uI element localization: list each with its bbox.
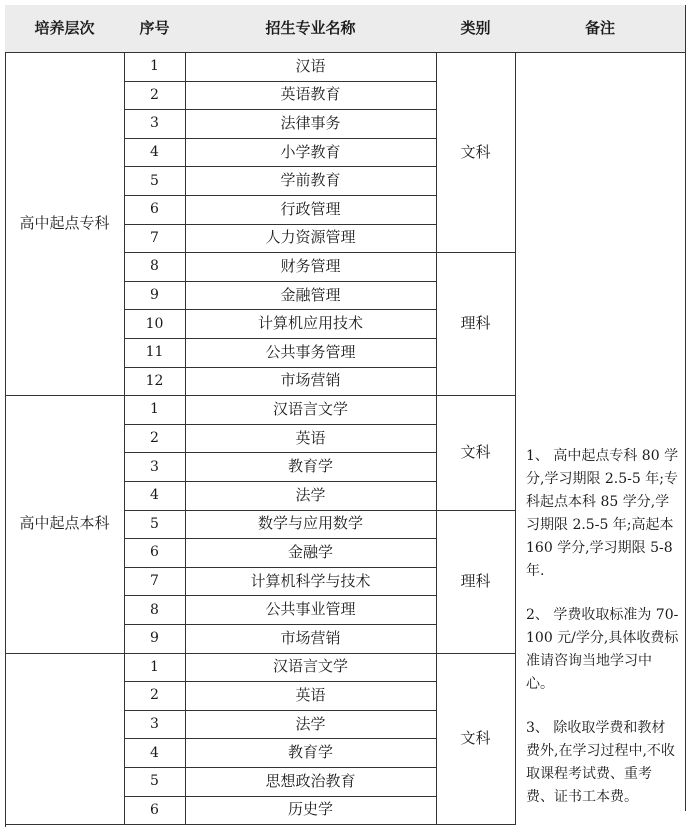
row-number: 3	[124, 710, 186, 740]
remarks-text	[526, 445, 679, 809]
remarks-cell	[515, 52, 686, 811]
category-cell: 文科	[436, 395, 516, 510]
row-number: 1	[124, 653, 186, 683]
major-name: 数学与应用数学	[185, 510, 437, 540]
major-name: 计算机应用技术	[185, 309, 437, 339]
header-category: 类别	[436, 5, 516, 53]
major-name: 汉语	[185, 52, 437, 82]
row-number: 4	[124, 481, 186, 511]
row-number: 12	[124, 367, 186, 397]
row-number: 7	[124, 224, 186, 254]
major-name: 法学	[185, 481, 437, 511]
major-name: 法律事务	[185, 109, 437, 139]
row-number: 2	[124, 81, 186, 111]
category-cell: 文科	[436, 653, 516, 826]
major-name: 教育学	[185, 738, 437, 768]
category-cell: 理科	[436, 510, 516, 654]
row-number: 2	[124, 424, 186, 454]
row-number: 3	[124, 452, 186, 482]
row-number: 1	[124, 52, 186, 82]
major-name: 英语	[185, 681, 437, 711]
row-number: 7	[124, 567, 186, 597]
level-cell	[5, 653, 125, 826]
row-number: 1	[124, 395, 186, 425]
row-number: 8	[124, 595, 186, 625]
row-number: 4	[124, 738, 186, 768]
row-number: 5	[124, 510, 186, 540]
major-name: 公共事务管理	[185, 338, 437, 368]
row-number: 3	[124, 109, 186, 139]
major-name: 汉语言文学	[185, 395, 437, 425]
row-number: 6	[124, 538, 186, 568]
major-name: 市场营销	[185, 624, 437, 654]
major-name: 人力资源管理	[185, 224, 437, 254]
major-name: 英语	[185, 424, 437, 454]
major-name: 历史学	[185, 796, 437, 826]
row-number: 11	[124, 338, 186, 368]
header-remark: 备注	[515, 5, 686, 53]
major-name: 金融学	[185, 538, 437, 568]
major-name: 学前教育	[185, 166, 437, 196]
major-name: 行政管理	[185, 195, 437, 225]
remark-paragraph: 1、 高中起点专科 80 学分,学习期限 2.5-5 年;专科起点本科 85 学分,学习期限 2.5-5 年;高起本 160 学分,学习期限 5-8 年.	[526, 448, 679, 579]
major-name: 财务管理	[185, 252, 437, 282]
row-number: 6	[124, 796, 186, 826]
row-number: 6	[124, 195, 186, 225]
header-number: 序号	[124, 5, 186, 53]
major-name: 教育学	[185, 452, 437, 482]
row-number: 4	[124, 138, 186, 168]
level-cell: 高中起点专科	[5, 52, 125, 396]
major-name: 汉语言文学	[185, 653, 437, 683]
category-cell: 理科	[436, 252, 516, 396]
major-name: 法学	[185, 710, 437, 740]
level-cell: 高中起点本科	[5, 395, 125, 653]
major-name: 金融管理	[185, 281, 437, 311]
remark-paragraph: 3、 除收取学费和教材费外,在学习过程中,不收取课程考试费、重考费、证书工本费。	[526, 720, 675, 805]
row-number: 10	[124, 309, 186, 339]
category-cell: 文科	[436, 52, 516, 253]
row-number: 9	[124, 281, 186, 311]
row-number: 5	[124, 166, 186, 196]
major-name: 英语教育	[185, 81, 437, 111]
header-level: 培养层次	[5, 5, 125, 53]
row-number: 5	[124, 767, 186, 797]
row-number: 8	[124, 252, 186, 282]
major-name: 计算机科学与技术	[185, 567, 437, 597]
header-major: 招生专业名称	[185, 5, 437, 53]
major-name: 小学教育	[185, 138, 437, 168]
row-number: 9	[124, 624, 186, 654]
remark-paragraph: 2、 学费收取标准为 70-100 元/学分,具体收费标准请咨询当地学习中心。	[526, 607, 679, 692]
major-name: 思想政治教育	[185, 767, 437, 797]
major-name: 市场营销	[185, 367, 437, 397]
major-name: 公共事业管理	[185, 595, 437, 625]
row-number: 2	[124, 681, 186, 711]
